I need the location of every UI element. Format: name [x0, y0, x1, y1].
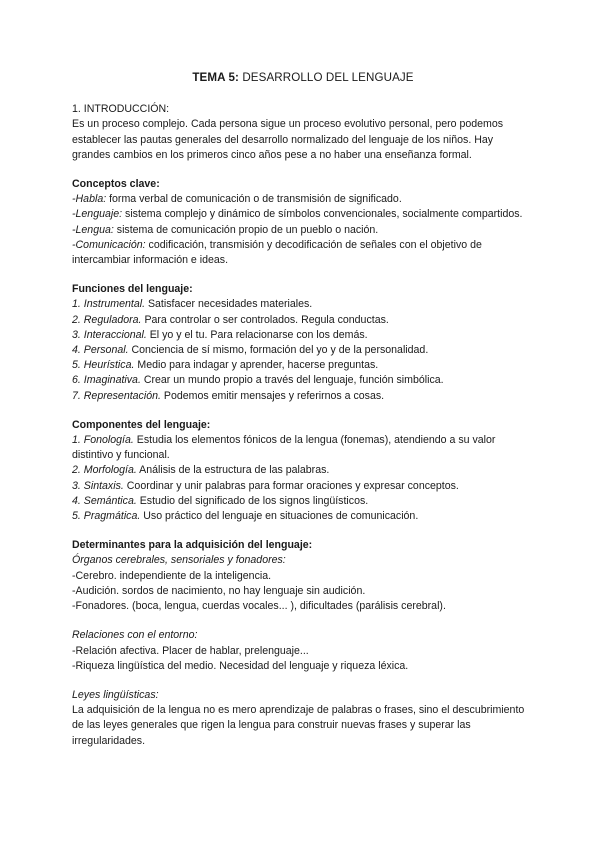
- funciones-section: [72, 282, 534, 404]
- componente-text: Uso práctico del lenguaje en situaciones de comunicación.: [140, 510, 419, 523]
- componente-text: Estudio del significado de los signos lingüísticos.: [136, 494, 369, 507]
- componente-item: [72, 433, 534, 463]
- organos-subheading: Órganos cerebrales, sensoriales y fonadores:: [72, 554, 286, 567]
- componente-item: [72, 479, 534, 494]
- funcion-term: 6. Imaginativa.: [72, 374, 141, 387]
- concepto-term: -Habla:: [72, 193, 107, 206]
- organos-line: -Cerebro. independiente de la inteligencia.: [72, 569, 272, 582]
- title-bold: TEMA 5:: [192, 71, 239, 84]
- spacer: [72, 614, 534, 628]
- concepto-text: sistema de comunicación propio de un pueblo o nación.: [113, 223, 379, 236]
- funcion-item: [72, 328, 534, 343]
- componente-term: 2. Morfología.: [72, 464, 137, 477]
- funcion-term: 7. Representación.: [72, 389, 161, 402]
- concepto-term: -Lengua:: [72, 223, 114, 236]
- relaciones-subheading: Relaciones con el entorno:: [72, 629, 198, 642]
- funcion-term: 2. Reguladora.: [72, 313, 142, 326]
- componente-term: 5. Pragmática.: [72, 510, 141, 523]
- concepto-text: codificación, transmisión y decodificación de señales con el objetivo de intercambiar información e ideas.: [72, 238, 482, 267]
- funcion-text: Crear un mundo propio a través del lenguaje, función simbólica.: [140, 374, 444, 387]
- funcion-item: [72, 389, 534, 404]
- componente-term: 4. Semántica.: [72, 494, 137, 507]
- funcion-item: [72, 297, 534, 312]
- intro-text: Es un proceso complejo. Cada persona sigue un proceso evolutivo personal, pero podemos establecer las pautas generales del desarrollo normalizado del lenguaje de los niños. Hay grandes cambios en los primeros cinco años pese a no haber una enseñanza formal.: [72, 118, 504, 161]
- leyes-text: La adquisición de la lengua no es mero aprendizaje de palabras o frases, sino el descubrimiento de las leyes generales que rigen la lengua para construir nuevas frases y superar las irregularidades.: [72, 704, 525, 747]
- funcion-text: Satisfacer necesidades materiales.: [145, 298, 313, 311]
- componente-text: Coordinar y unir palabras para formar oraciones y expresar conceptos.: [123, 479, 459, 492]
- componente-text: Análisis de la estructura de las palabras.: [136, 464, 330, 477]
- concepto-term: -Lenguaje:: [72, 208, 123, 221]
- organos-line: -Audición. sordos de nacimiento, no hay lenguaje sin audición.: [72, 584, 366, 597]
- concepto-text: forma verbal de comunicación o de transmisión de significado.: [106, 193, 402, 206]
- funcion-term: 1. Instrumental.: [72, 298, 146, 311]
- componente-text: Estudia los elementos fónicos de la lengua (fonemas), atendiendo a su valor distintivo y funcional.: [72, 434, 496, 462]
- componente-term: 3. Sintaxis.: [72, 479, 124, 492]
- determinantes-heading: Determinantes para la adquisición del lenguaje:: [72, 539, 313, 552]
- document-page: [72, 70, 534, 749]
- funciones-heading: Funciones del lenguaje:: [72, 283, 193, 296]
- conceptos-section: [72, 177, 534, 268]
- concepto-item: [72, 238, 534, 268]
- funcion-term: 3. Interaccional.: [72, 328, 147, 341]
- concepto-item: [72, 223, 534, 238]
- componente-term: 1. Fonología.: [72, 434, 134, 447]
- leyes-subheading: Leyes lingüísticas:: [72, 688, 159, 701]
- title-rest: DESARROLLO DEL LENGUAJE: [239, 71, 414, 84]
- funcion-item: [72, 373, 534, 388]
- spacer: [72, 674, 534, 688]
- funcion-text: Podemos emitir mensajes y referirnos a cosas.: [160, 389, 385, 402]
- conceptos-heading: Conceptos clave:: [72, 178, 160, 191]
- funcion-term: 5. Heurística.: [72, 359, 135, 372]
- relaciones-line: -Riqueza lingüística del medio. Necesidad del lenguaje y riqueza léxica.: [72, 659, 409, 672]
- funcion-text: Conciencia de sí mismo, formación del yo y de la personalidad.: [128, 344, 429, 357]
- componente-item: [72, 509, 534, 524]
- intro-section: [72, 102, 534, 163]
- determinantes-section: [72, 538, 534, 748]
- funcion-item: [72, 343, 534, 358]
- componente-item: [72, 494, 534, 509]
- funcion-text: El yo y el tu. Para relacionarse con los demás.: [146, 328, 368, 341]
- funcion-text: Para controlar o ser controlados. Regula conductas.: [141, 313, 389, 326]
- organos-line: -Fonadores. (boca, lengua, cuerdas vocales... ), dificultades (parálisis cerebral).: [72, 600, 446, 613]
- concepto-text: sistema complejo y dinámico de símbolos convencionales, socialmente compartidos.: [122, 208, 523, 221]
- funcion-term: 4. Personal.: [72, 344, 129, 357]
- componentes-heading: Componentes del lenguaje:: [72, 418, 211, 431]
- document-title: [72, 70, 534, 85]
- funcion-item: [72, 358, 534, 373]
- concepto-term: -Comunicación:: [72, 238, 146, 251]
- intro-heading: 1. INTRODUCCIÓN:: [72, 103, 170, 116]
- concepto-item: [72, 207, 534, 222]
- componente-item: [72, 463, 534, 478]
- relaciones-line: -Relación afectiva. Placer de hablar, prelenguaje...: [72, 644, 309, 657]
- componentes-section: [72, 418, 534, 524]
- funcion-text: Medio para indagar y aprender, hacerse preguntas.: [134, 359, 379, 372]
- concepto-item: [72, 192, 534, 207]
- funcion-item: [72, 313, 534, 328]
